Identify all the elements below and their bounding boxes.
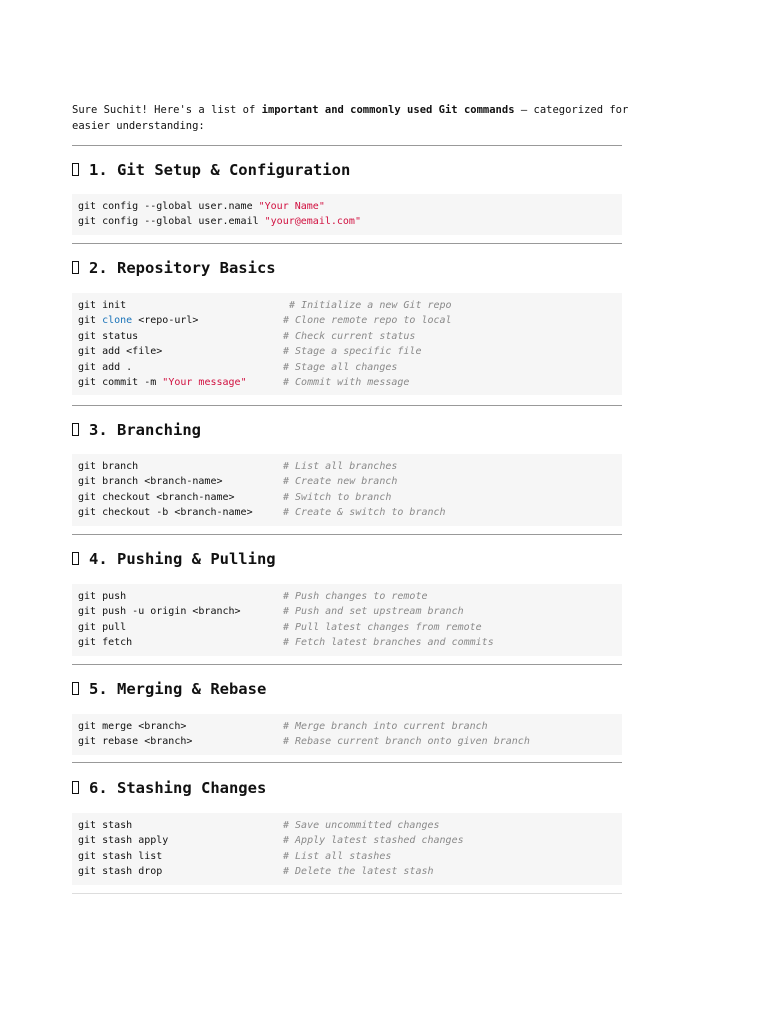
code-line: git rebase <branch> # Rebase current branch onto given branch bbox=[78, 734, 616, 749]
box-glyph-icon bbox=[72, 163, 79, 176]
code-line: git config --global user.email "your@email.com" bbox=[78, 216, 361, 228]
divider bbox=[72, 405, 622, 406]
code-comment: # Check current status bbox=[283, 330, 416, 342]
code-line: git branch <branch-name> # Create new branch bbox=[78, 474, 616, 489]
code-line: git fetch # Fetch latest branches and commits bbox=[78, 635, 616, 650]
code-block-stashing bbox=[72, 813, 622, 885]
divider bbox=[72, 243, 622, 244]
code-line: git stash list # List all stashes bbox=[78, 849, 616, 864]
code-comment: # Save uncommitted changes bbox=[283, 820, 440, 831]
box-glyph-icon bbox=[72, 682, 79, 695]
code-line: git push # Push changes to remote bbox=[78, 589, 616, 604]
code-line: git commit -m "Your message" # Commit with message bbox=[78, 375, 616, 390]
code-comment: # Merge branch into current branch bbox=[283, 721, 488, 732]
divider bbox=[72, 534, 622, 535]
code-line: git pull # Pull latest changes from remote bbox=[78, 620, 616, 635]
section-heading-repository: 2. Repository Basics bbox=[72, 258, 632, 278]
code-comment: # Fetch latest branches and commits bbox=[283, 637, 494, 649]
code-comment: # Create new branch bbox=[283, 476, 398, 488]
section-heading-setup: 1. Git Setup & Configuration bbox=[72, 160, 632, 180]
section-heading-merging: 5. Merging & Rebase bbox=[72, 679, 632, 699]
code-line: git checkout -b <branch-name> # Create & switch to branch bbox=[78, 505, 616, 520]
section-heading-stashing: 6. Stashing Changes bbox=[72, 778, 632, 798]
code-comment: # List all branches bbox=[283, 461, 398, 472]
section-heading-branching: 3. Branching bbox=[72, 420, 632, 440]
box-glyph-icon bbox=[72, 552, 79, 565]
code-comment: # Rebase current branch onto given branch bbox=[283, 736, 530, 748]
code-comment: # Pull latest changes from remote bbox=[283, 621, 482, 633]
box-glyph-icon bbox=[72, 261, 79, 274]
intro-paragraph bbox=[72, 103, 632, 134]
code-comment: # Push and set upstream branch bbox=[283, 606, 464, 618]
code-line: git stash drop # Delete the latest stash bbox=[78, 864, 616, 879]
code-comment: # Create & switch to branch bbox=[283, 507, 446, 519]
code-block-repository bbox=[72, 293, 622, 395]
code-line: git init # Initialize a new Git repo bbox=[78, 298, 616, 313]
code-comment: # Stage all changes bbox=[283, 361, 398, 373]
code-line: git checkout <branch-name> # Switch to branch bbox=[78, 490, 616, 505]
section-heading-pushing: 4. Pushing & Pulling bbox=[72, 549, 632, 569]
code-block-branching bbox=[72, 454, 622, 526]
divider bbox=[72, 893, 622, 894]
code-comment: # Initialize a new Git repo bbox=[283, 300, 452, 311]
intro-text-bold: important and commonly used Git commands bbox=[261, 104, 515, 116]
code-comment: # Apply latest stashed changes bbox=[283, 835, 464, 847]
code-line: git add <file> # Stage a specific file bbox=[78, 344, 616, 359]
intro-text-start: Sure Suchit! Here's a list of bbox=[72, 104, 262, 116]
divider bbox=[72, 762, 622, 763]
code-line: git stash apply # Apply latest stashed changes bbox=[78, 833, 616, 848]
code-block-pushing bbox=[72, 584, 622, 656]
code-line: git branch # List all branches bbox=[78, 459, 616, 474]
code-comment: # Stage a specific file bbox=[283, 346, 422, 358]
intro-text-end: — categorized for easier understanding: bbox=[72, 104, 629, 132]
code-comment: # List all stashes bbox=[283, 850, 392, 862]
code-line: git status # Check current status bbox=[78, 329, 616, 344]
code-line: git merge <branch> # Merge branch into current branch bbox=[78, 719, 616, 734]
code-comment: # Commit with message bbox=[283, 376, 410, 388]
code-line: git config --global user.name "Your Name" bbox=[78, 201, 325, 212]
code-line: git stash # Save uncommitted changes bbox=[78, 818, 616, 833]
box-glyph-icon bbox=[72, 781, 79, 794]
code-comment: # Push changes to remote bbox=[283, 591, 428, 602]
code-line: git clone <repo-url> # Clone remote repo to local bbox=[78, 313, 616, 328]
code-line: git add . # Stage all changes bbox=[78, 360, 616, 375]
box-glyph-icon bbox=[72, 423, 79, 436]
code-block-setup bbox=[72, 194, 622, 235]
divider bbox=[72, 145, 622, 146]
code-block-merging bbox=[72, 714, 622, 755]
divider bbox=[72, 664, 622, 665]
code-line: git push -u origin <branch> # Push and set upstream branch bbox=[78, 604, 616, 619]
code-comment: # Clone remote repo to local bbox=[283, 315, 452, 327]
code-comment: # Delete the latest stash bbox=[283, 866, 434, 878]
code-comment: # Switch to branch bbox=[283, 491, 392, 503]
